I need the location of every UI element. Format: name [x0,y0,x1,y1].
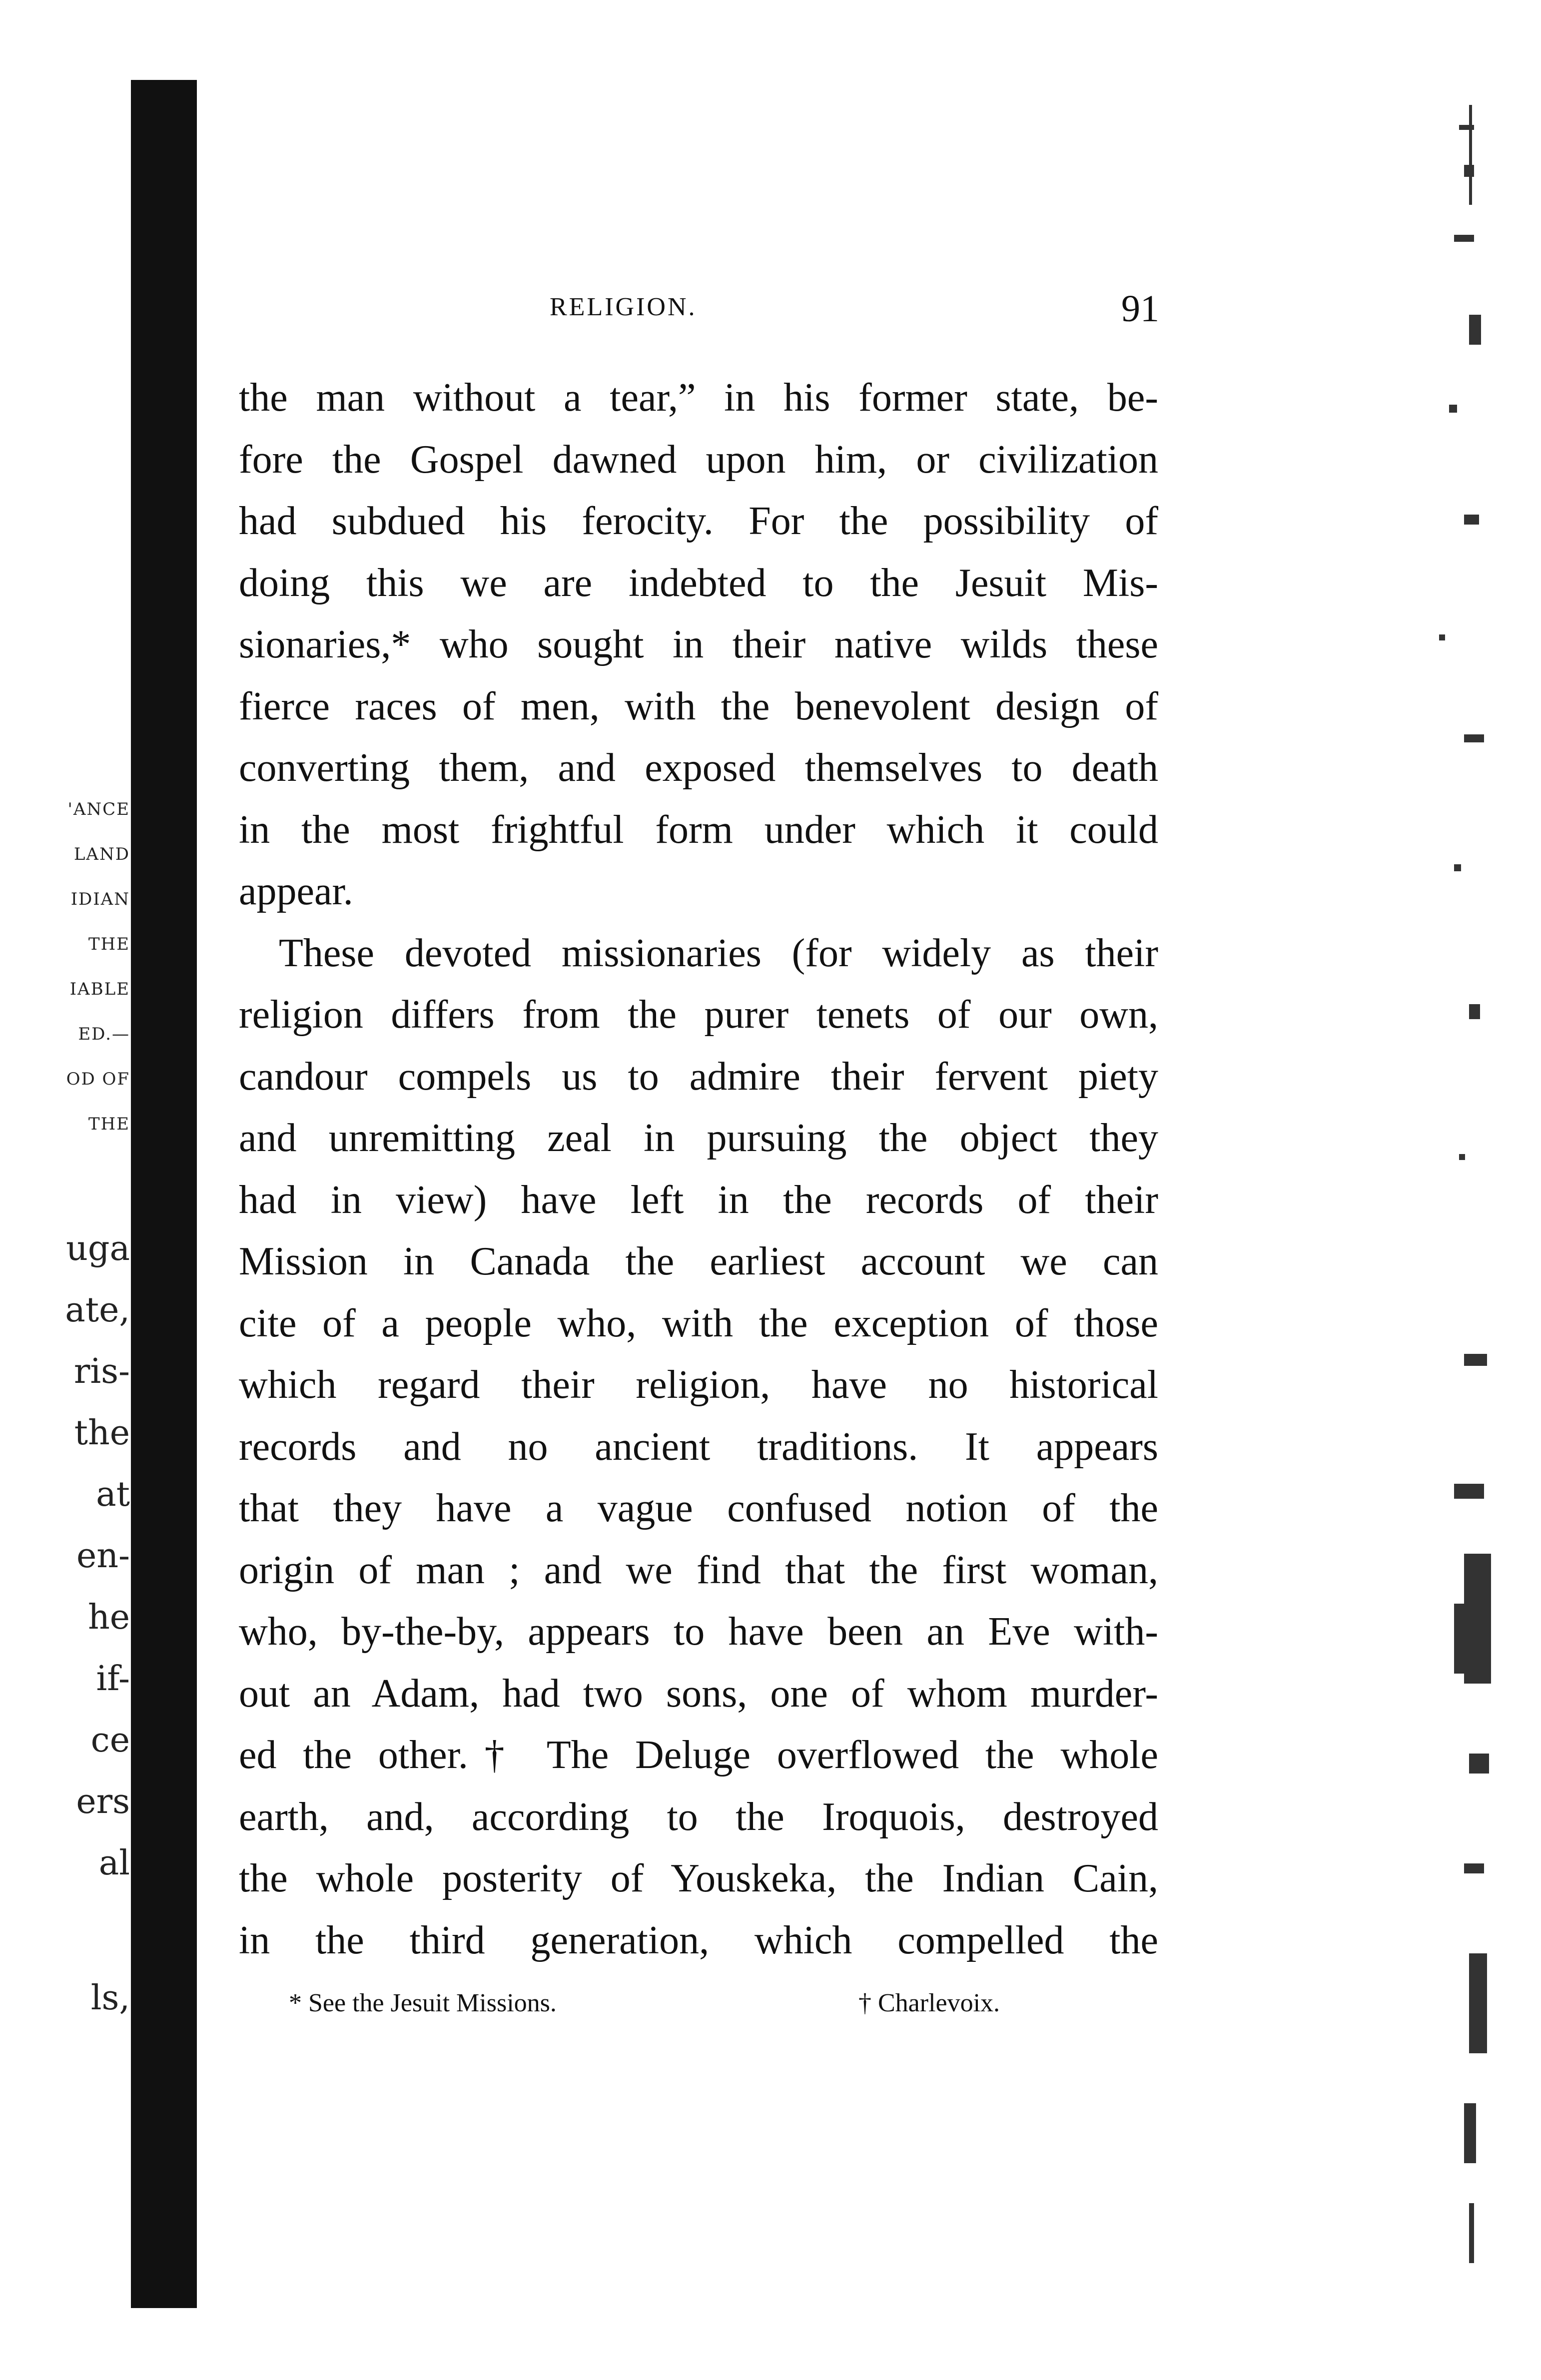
margin-fragment: ris- [73,1352,130,1391]
text-line: ed the other.† The Deluge overflowed the whole [239,1733,1158,1777]
margin-fragment: LAND [73,844,130,864]
text-line: the man without a tear,” in his former state, be- [239,376,1158,420]
margin-fragment: the [74,1413,130,1453]
margin-fragment: he [87,1598,130,1637]
text-line: and unremitting zeal in pursuing the object they [239,1116,1158,1160]
text-line: doing this we are indebted to the Jesuit Mis- [239,561,1158,605]
margin-fragment: ate, [65,1290,130,1330]
scan-noise [1394,105,1494,2283]
text-line: sionaries,* who sought in their native wilds these [239,622,1158,666]
page-number: 91 [1121,288,1159,330]
text-line: religion differs from the purer tenets of our own, [239,993,1158,1037]
text-line: origin of man ; and we find that the first woman, [239,1548,1158,1592]
margin-fragment: if- [96,1659,130,1699]
paragraph [239,367,1158,923]
text-line: who, by-the-by, appears to have been an Eve with- [239,1610,1158,1654]
margin-fragment: uga [66,1229,130,1268]
text-line: that they have a vague confused notion of the [239,1486,1158,1530]
margin-fragment: ED.— [78,1024,130,1044]
footnote-jesuit-missions: * See the Jesuit Missions. [289,1989,557,2017]
margin-fragment: ls, [90,1978,130,2018]
margin-fragment: al [98,1843,130,1883]
footnotes [239,1988,1158,2028]
text-line: fierce races of men, with the benevolent design of [239,684,1158,728]
running-header [240,287,1159,332]
text-line: converting them, and exposed themselves to death [239,746,1158,790]
text-line: out an Adam, had two sons, one of whom murder- [239,1671,1158,1716]
text-line: which regard their religion, have no historical [239,1363,1158,1407]
text-line: in the most frightful form under which it could [239,807,1158,852]
margin-fragment: ce [90,1721,130,1760]
margin-fragment: at [96,1475,130,1514]
margin-fragment: IABLE [69,979,130,999]
text-line: cite of a people who, with the exception of those [239,1301,1158,1345]
footnote-charlevoix: † Charlevoix. [858,1989,1000,2017]
text-line: the whole posterity of Youskeka, the Indian Cain, [239,1856,1158,1900]
text-line: Mission in Canada the earliest account we can [239,1239,1158,1283]
text-line: appear. [239,869,353,913]
margin-fragment: IDIAN [70,889,130,909]
binding-shadow [131,80,197,2308]
margin-fragment: 'ANCE [67,799,130,819]
text-line: earth, and, according to the Iroquois, destroyed [239,1794,1158,1839]
margin-fragment: en- [76,1536,130,1576]
text-line: candour compels us to admire their fervent piety [239,1054,1158,1099]
margin-fragment: THE [88,1114,130,1134]
margin-fragment: OD OF [66,1069,130,1089]
body-text [239,367,1158,1971]
text-line: These devoted missionaries (for widely as their [279,931,1158,975]
text-line: had in view) have left in the records of their [239,1178,1158,1222]
running-title: RELIGION. [550,293,697,321]
margin-fragment: THE [88,934,130,954]
text-line: fore the Gospel dawned upon him, or civilization [239,437,1158,482]
margin-fragment: ers [76,1782,130,1821]
text-line: had subdued his ferocity. For the possibility of [239,499,1158,543]
paragraph [239,923,1158,1972]
text-line: in the third generation, which compelled the [239,1918,1158,1962]
text-line: records and no ancient traditions. It appears [239,1424,1158,1469]
